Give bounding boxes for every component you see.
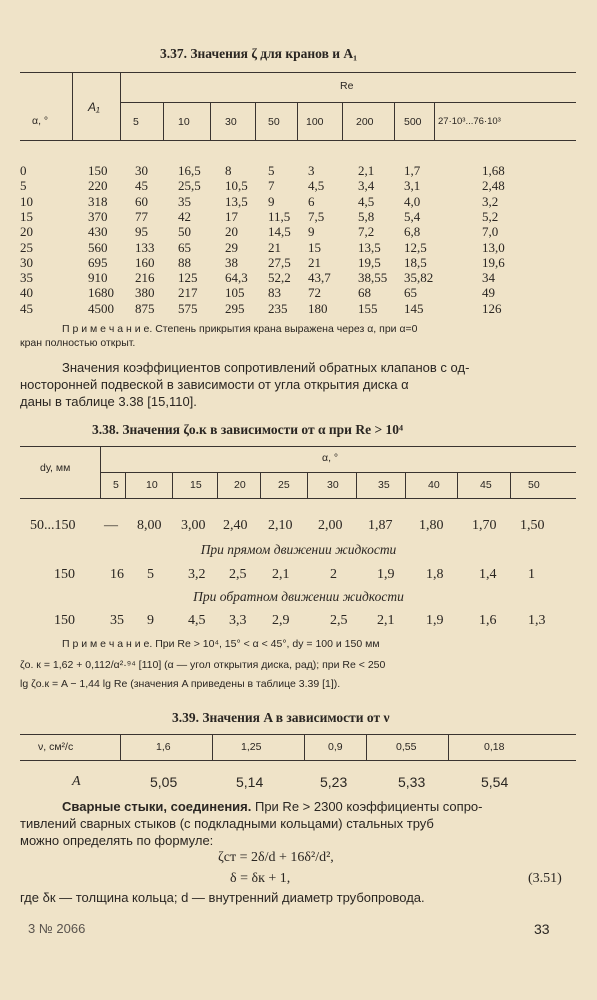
table-337-re-header: 50 — [268, 116, 280, 128]
table-337-re-header: 10 — [178, 116, 190, 128]
table-337-cell: 16,5 — [178, 163, 201, 178]
table-337-cell: 3 — [308, 163, 315, 178]
table-338-cell: 35 — [110, 613, 124, 628]
table-337-cell: 21 — [308, 254, 321, 270]
table-337-cell: 15 — [20, 208, 33, 224]
table-337-cell: 9 — [308, 224, 315, 240]
table-337-divider — [120, 72, 121, 140]
table-338-cell: 1,6 — [479, 613, 497, 628]
table-338-divider — [457, 472, 458, 498]
table-337-cell: 52,2 — [268, 270, 291, 286]
table-337-cell: 30 — [20, 254, 33, 270]
table-338-cell: 8,00 — [137, 518, 162, 533]
table-337-cell: 40 — [20, 285, 33, 301]
table-337-cell: 6 — [308, 193, 315, 209]
table-338-cell: 9 — [147, 613, 154, 628]
table-339-divider — [448, 734, 449, 760]
table-338-cell: 50...150 — [30, 518, 76, 533]
table-337-cell: 1,68 — [482, 163, 505, 178]
table-338-divider — [307, 472, 308, 498]
table-337-divider — [342, 102, 343, 140]
table-337-cell: 15 — [308, 239, 321, 255]
table-338-cell: 3,00 — [181, 518, 206, 533]
table-337-note-line-2: кран полностью открыт. — [20, 337, 136, 349]
table-337-cell: 4,5 — [358, 193, 375, 209]
table-338-alpha-header: 25 — [278, 479, 290, 491]
table-337-top-rule — [20, 72, 576, 73]
table-338-cell: 150 — [54, 613, 75, 628]
table-338-cell: 150 — [54, 567, 75, 582]
table-337-cell: 68 — [358, 285, 371, 301]
table-337-cell: 7 — [268, 178, 275, 194]
table-337-cell: 2,1 — [358, 163, 375, 178]
table-338-cell: 2,5 — [229, 567, 247, 582]
table-337-cell: 45 — [135, 178, 148, 194]
table-339-value: 5,23 — [320, 774, 348, 790]
page-number: 33 — [534, 921, 550, 937]
table-337-cell: 0 — [20, 163, 27, 178]
table-338-cell: 5 — [147, 567, 154, 582]
table-337-divider — [210, 102, 211, 140]
table-338-cell: 3,2 — [188, 567, 206, 582]
welds-line-2: тивлений сварных стыков (с подкладными кольцами) стальных труб — [20, 816, 434, 831]
table-337-cell: 65 — [404, 285, 417, 301]
intro-line-3: даны в таблице 3.38 [15,110]. — [20, 394, 197, 409]
table-339-value: 5,33 — [398, 774, 426, 790]
welds-line-1 — [62, 799, 482, 814]
table-337-cell: 235 — [268, 300, 288, 316]
table-339-divider — [304, 734, 305, 760]
table-337-cell: 5,2 — [482, 208, 499, 224]
table-337-cell: 14,5 — [268, 224, 291, 240]
table-337-cell: 126 — [482, 300, 502, 316]
table-339-nu-header: 0,55 — [396, 741, 417, 753]
table-337-cell: 4500 — [88, 300, 114, 316]
table-338-divider — [405, 472, 406, 498]
table-337-cell: 155 — [358, 300, 378, 316]
table-337-cell: 35,82 — [404, 270, 434, 286]
table-338-title: 3.38. Значения ζо.к в зависимости от α при Re > 10⁴ — [92, 422, 404, 437]
formula-zeta: ζст = 2δ/d + 16δ²/d², — [218, 850, 334, 865]
table-338-alpha-header: 45 — [480, 479, 492, 491]
table-337-cell: 20 — [225, 224, 238, 240]
table-338-alpha-header: 30 — [327, 479, 339, 491]
table-337-cell: 1680 — [88, 285, 114, 301]
table-337-cell: 6,8 — [404, 224, 421, 240]
table-337-cell: 875 — [135, 300, 155, 316]
table-338-cell: 2,10 — [268, 518, 293, 533]
table-337-cell: 34 — [482, 270, 495, 286]
table-337-cell: 29 — [225, 239, 238, 255]
table-337-cell: 3,1 — [404, 178, 421, 194]
table-338-divider — [510, 472, 511, 498]
table-337-header-bottom-rule — [20, 140, 576, 141]
table-337-cell: 8 — [225, 163, 232, 178]
table-337-cell: 105 — [225, 285, 245, 301]
table-338-alpha-header: 50 — [528, 479, 540, 491]
table-338-header-bottom-rule — [20, 498, 576, 499]
table-337-cell: 25 — [20, 239, 33, 255]
table-337-cell: 38,55 — [358, 270, 388, 286]
table-338-cell: 1,3 — [528, 613, 546, 628]
table-339-nu-header: 0,9 — [328, 741, 343, 753]
table-337-divider — [163, 102, 164, 140]
table-337-cell: 5,8 — [358, 208, 375, 224]
table-337-cell: 72 — [308, 285, 321, 301]
table-337-cell: 35 — [20, 270, 33, 286]
table-339-value: 5,14 — [236, 774, 264, 790]
table-337-cell: 43,7 — [308, 270, 331, 286]
table-338-cell: 1,4 — [479, 567, 497, 582]
table-337-cell: 3,2 — [482, 193, 499, 209]
table-337-cell: 21 — [268, 239, 281, 255]
table-338-cell: 1,9 — [377, 567, 395, 582]
table-337-re-header: 200 — [356, 116, 374, 128]
table-337-cell: 216 — [135, 270, 155, 286]
intro-line-1: Значения коэффициентов сопротивлений обратных клапанов с од- — [62, 360, 470, 375]
table-337-header-alpha: α, ° — [32, 115, 49, 127]
table-337-cell: 4,0 — [404, 193, 421, 209]
table-338-cell: 2 — [330, 567, 337, 582]
table-337-header-re: Re — [340, 80, 354, 92]
table-337-divider — [255, 102, 256, 140]
table-338-divider — [125, 472, 126, 498]
table-339-nu-header: 1,25 — [241, 741, 262, 753]
table-337-cell: 60 — [135, 193, 148, 209]
table-337-re-rule — [120, 102, 576, 103]
welds-line-4: где δк — толщина кольца; d — внутренний диаметр трубопровода. — [20, 890, 425, 905]
table-337-cell: 318 — [88, 193, 108, 209]
table-338-cell: 1,87 — [368, 518, 393, 533]
table-337-cell: 11,5 — [268, 208, 291, 224]
table-337-cell: 4,5 — [308, 178, 325, 194]
table-338-header-dy: dу, мм — [40, 462, 71, 474]
table-338-cell: 3,3 — [229, 613, 247, 628]
table-337-cell: 220 — [88, 178, 108, 194]
table-339-row-label: A — [72, 774, 81, 789]
table-337-cell: 560 — [88, 239, 108, 255]
table-337-divider — [434, 102, 435, 140]
table-337-cell: 145 — [404, 300, 424, 316]
table-337-cell: 5 — [20, 178, 27, 194]
table-337-re-header: 100 — [306, 116, 324, 128]
table-339-nu-header: 0,18 — [484, 741, 505, 753]
table-339-header-bottom-rule — [20, 760, 576, 761]
table-337-cell: 5,4 — [404, 208, 421, 224]
table-339-divider — [120, 734, 121, 760]
table-338-divider — [172, 472, 173, 498]
table-337-cell: 7,2 — [358, 224, 375, 240]
table-337-cell: 180 — [308, 300, 328, 316]
table-337-cell: 5 — [268, 163, 275, 178]
table-337-cell: 10,5 — [225, 178, 248, 194]
table-337-cell: 27,5 — [268, 254, 291, 270]
welds-heading: Сварные стыки, соединения. — [62, 799, 252, 814]
table-338-cell: 2,00 — [318, 518, 343, 533]
table-337-cell: 95 — [135, 224, 148, 240]
table-337-cell: 12,5 — [404, 239, 427, 255]
table-337-cell: 295 — [225, 300, 245, 316]
table-337-cell: 10 — [20, 193, 33, 209]
table-339-value: 5,54 — [481, 774, 509, 790]
table-338-divider — [217, 472, 218, 498]
table-337-divider — [297, 102, 298, 140]
table-339-nu-header: 1,6 — [156, 741, 171, 753]
table-337-re-header: 5 — [133, 116, 139, 128]
table-337-cell: 2,48 — [482, 178, 505, 194]
table-337-cell: 35 — [178, 193, 191, 209]
table-337-re-header: 30 — [225, 116, 237, 128]
welds-line-1-rest: При Re > 2300 коэффициенты сопро- — [251, 799, 483, 814]
table-338-cell: 2,9 — [272, 613, 290, 628]
table-337-cell: 49 — [482, 285, 495, 301]
table-337-title: 3.37. Значения ζ для кранов и A₁ — [160, 46, 358, 61]
formula-number: (3.51) — [528, 871, 562, 886]
welds-line-3: можно определять по формуле: — [20, 833, 214, 848]
table-338-cell: 2,1 — [272, 567, 290, 582]
table-337-divider — [394, 102, 395, 140]
table-337-cell: 88 — [178, 254, 191, 270]
table-338-note-line-1: П р и м е ч а н и е. При Re > 10⁴, 15° < α < 45°, dу = 100 и 150 мм — [62, 638, 380, 650]
table-337-cell: 1,7 — [404, 163, 421, 178]
table-338-cell: 1,80 — [419, 518, 444, 533]
table-337-cell: 17 — [225, 208, 238, 224]
footer-print-mark: 3 № 2066 — [28, 921, 86, 936]
table-337-cell: 125 — [178, 270, 198, 286]
table-337-cell: 9 — [268, 193, 275, 209]
formula-delta: δ = δк + 1, — [230, 871, 291, 886]
table-337-cell: 13,5 — [358, 239, 381, 255]
table-337-cell: 133 — [135, 239, 155, 255]
table-338-cell: 4,5 — [188, 613, 206, 628]
table-338-cell: 1 — [528, 567, 535, 582]
table-337-cell: 695 — [88, 254, 108, 270]
table-338-cell: 2,1 — [377, 613, 395, 628]
table-337-cell: 575 — [178, 300, 198, 316]
table-337-cell: 50 — [178, 224, 191, 240]
table-338-alpha-header: 20 — [234, 479, 246, 491]
table-338-top-rule — [20, 446, 576, 447]
table-337-cell: 13,0 — [482, 239, 505, 255]
table-339-header-nu: ν, см²/с — [38, 741, 74, 753]
table-338-divider — [356, 472, 357, 498]
table-338-cell: 1,9 — [426, 613, 444, 628]
table-337-cell: 430 — [88, 224, 108, 240]
table-337-cell: 25,5 — [178, 178, 201, 194]
table-337-header-a1: A₁ — [88, 100, 100, 114]
table-338-alpha-header: 35 — [378, 479, 390, 491]
table-337-cell: 19,6 — [482, 254, 505, 270]
table-337-cell: 370 — [88, 208, 108, 224]
table-338-cell: 2,40 — [223, 518, 248, 533]
table-337-cell: 19,5 — [358, 254, 381, 270]
table-338-alpha-header: 5 — [113, 479, 119, 491]
table-339-divider — [366, 734, 367, 760]
table-339-top-rule — [20, 734, 576, 735]
table-337-cell: 83 — [268, 285, 281, 301]
table-337-cell: 7,0 — [482, 224, 499, 240]
table-338-cell: 1,70 — [472, 518, 497, 533]
table-337-cell: 45 — [20, 300, 33, 316]
table-338-note-line-2: ζо. к = 1,62 + 0,112/α²·⁹⁴ [110] (α — угол открытия диска, рад); при Re < 250 — [20, 659, 386, 671]
table-338-subheading-forward: При прямом движении жидкости — [200, 542, 397, 557]
table-338-cell: — — [104, 518, 118, 533]
table-337-cell: 30 — [135, 163, 148, 178]
table-338-alpha-header: 40 — [428, 479, 440, 491]
table-338-header-alpha: α, ° — [322, 452, 339, 464]
table-338-cell: 1,8 — [426, 567, 444, 582]
table-338-cell: 16 — [110, 567, 124, 582]
table-337-divider — [72, 72, 73, 140]
table-338-divider — [260, 472, 261, 498]
table-337-cell: 7,5 — [308, 208, 325, 224]
table-337-cell: 77 — [135, 208, 148, 224]
table-337-cell: 3,4 — [358, 178, 375, 194]
table-337-cell: 217 — [178, 285, 198, 301]
table-337-cell: 150 — [88, 163, 108, 178]
table-337-cell: 380 — [135, 285, 155, 301]
table-339-title: 3.39. Значения A в зависимости от ν — [172, 710, 390, 725]
table-338-cell: 1,50 — [520, 518, 545, 533]
table-337-re-header: 500 — [404, 116, 422, 128]
table-338-alpha-header: 15 — [190, 479, 202, 491]
table-337-cell: 38 — [225, 254, 238, 270]
table-337-cell: 160 — [135, 254, 155, 270]
table-337-re-header: 27·10³...76·10³ — [438, 116, 501, 127]
table-337-cell: 910 — [88, 270, 108, 286]
table-339-value: 5,05 — [150, 774, 178, 790]
table-337-note-line-1: П р и м е ч а н и е. Степень прикрытия крана выражена через α, при α=0 — [62, 323, 418, 335]
table-337-cell: 64,3 — [225, 270, 248, 286]
intro-line-2: носторонней подвеской в зависимости от угла открытия диска α — [20, 377, 409, 392]
table-339-divider — [212, 734, 213, 760]
table-338-alpha-header: 10 — [146, 479, 158, 491]
table-338-note-line-3: lg ζо.к = A − 1,44 lg Re (значения A приведены в таблице 3.39 [1]). — [20, 678, 341, 690]
table-337-cell: 42 — [178, 208, 191, 224]
table-338-subheading-reverse: При обратном движении жидкости — [193, 589, 404, 604]
table-337-cell: 20 — [20, 224, 33, 240]
table-338-divider — [100, 446, 101, 498]
table-337-cell: 65 — [178, 239, 191, 255]
table-337-cell: 18,5 — [404, 254, 427, 270]
table-338-cell: 2,5 — [330, 613, 348, 628]
table-337-cell: 13,5 — [225, 193, 248, 209]
